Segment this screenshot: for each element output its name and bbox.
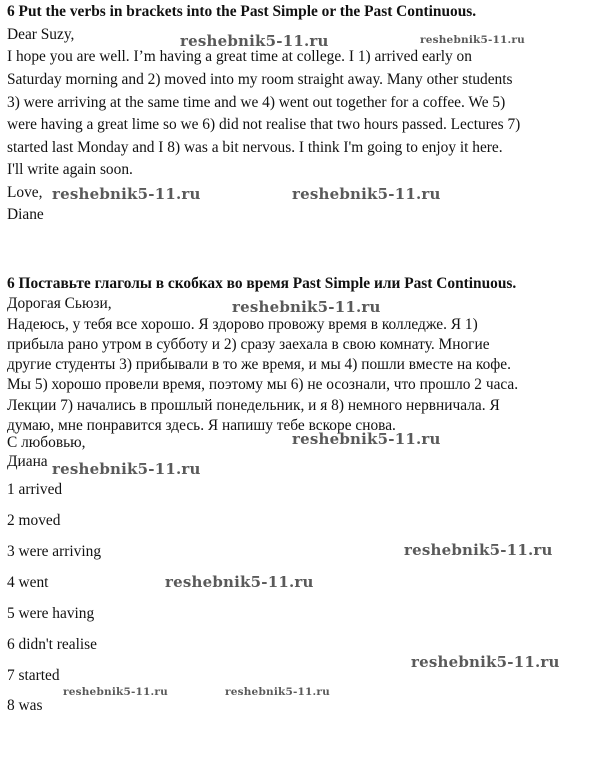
watermark: reshebnik5-11.ru — [165, 573, 314, 591]
english-line: Dear Suzy, — [7, 26, 75, 43]
russian-line: Лекции 7) начались в прошлый понедельник, и я 8) немного нервничала. Я — [7, 397, 500, 414]
english-line: I'll write again soon. — [7, 161, 133, 178]
russian-line: Мы 5) хорошо провели время, поэтому мы 6) не осознали, что прошло 2 часа. — [7, 376, 519, 393]
answer-item: 6 didn't realise — [7, 636, 97, 653]
watermark: reshebnik5-11.ru — [292, 430, 441, 448]
russian-line: Надеюсь, у тебя все хорошо. Я здорово провожу время в колледже. Я 1) — [7, 316, 478, 333]
watermark: reshebnik5-11.ru — [411, 653, 560, 671]
english-line: Saturday morning and 2) moved into my room straight away. Many other students — [7, 71, 513, 88]
watermark: reshebnik5-11.ru — [404, 541, 553, 559]
answer-item: 2 moved — [7, 512, 61, 529]
watermark: reshebnik5-11.ru — [420, 34, 525, 46]
english-line: I hope you are well. I’m having a great time at college. I 1) arrived early on — [7, 48, 472, 65]
watermark: reshebnik5-11.ru — [52, 460, 201, 478]
answer-item: 1 arrived — [7, 481, 63, 498]
russian-line: Дорогая Сьюзи, — [7, 295, 112, 312]
english-line: Love, — [7, 184, 43, 201]
answer-item: 3 were arriving — [7, 543, 102, 560]
answer-item: 4 went — [7, 574, 49, 591]
watermark: reshebnik5-11.ru — [225, 686, 330, 698]
russian-line: С любовью, — [7, 434, 86, 451]
answer-item: 8 was — [7, 697, 43, 714]
answer-item: 5 were having — [7, 605, 95, 622]
watermark: reshebnik5-11.ru — [292, 185, 441, 203]
watermark: reshebnik5-11.ru — [232, 298, 381, 316]
russian-line: думаю, мне понравится здесь. Я напишу тебе вскоре снова. — [7, 417, 396, 434]
english-line: 3) were arriving at the same time and we 4) went out together for a coffee. We 5) — [7, 94, 506, 111]
russian-heading: 6 Поставьте глаголы в скобках во время Past Simple или Past Continuous. — [7, 275, 517, 292]
english-line: Diane — [7, 206, 44, 223]
english-heading: 6 Put the verbs in brackets into the Past Simple or the Past Continuous. — [7, 3, 477, 20]
russian-line: прибыла рано утром в субботу и 2) сразу заехала в свою комнату. Многие — [7, 336, 490, 353]
english-line: were having a great lime so we 6) did not realise that two hours passed. Lectures 7) — [7, 116, 521, 133]
watermark: reshebnik5-11.ru — [52, 185, 201, 203]
answer-item: 7 started — [7, 667, 60, 684]
english-line: started last Monday and I 8) was a bit nervous. I think I'm going to enjoy it here. — [7, 139, 503, 156]
watermark: reshebnik5-11.ru — [180, 32, 329, 50]
russian-line: другие студенты 3) прибывали в то же время, и мы 4) пошли вместе на кофе. — [7, 356, 511, 373]
russian-line: Диана — [7, 453, 48, 470]
watermark: reshebnik5-11.ru — [63, 686, 168, 698]
